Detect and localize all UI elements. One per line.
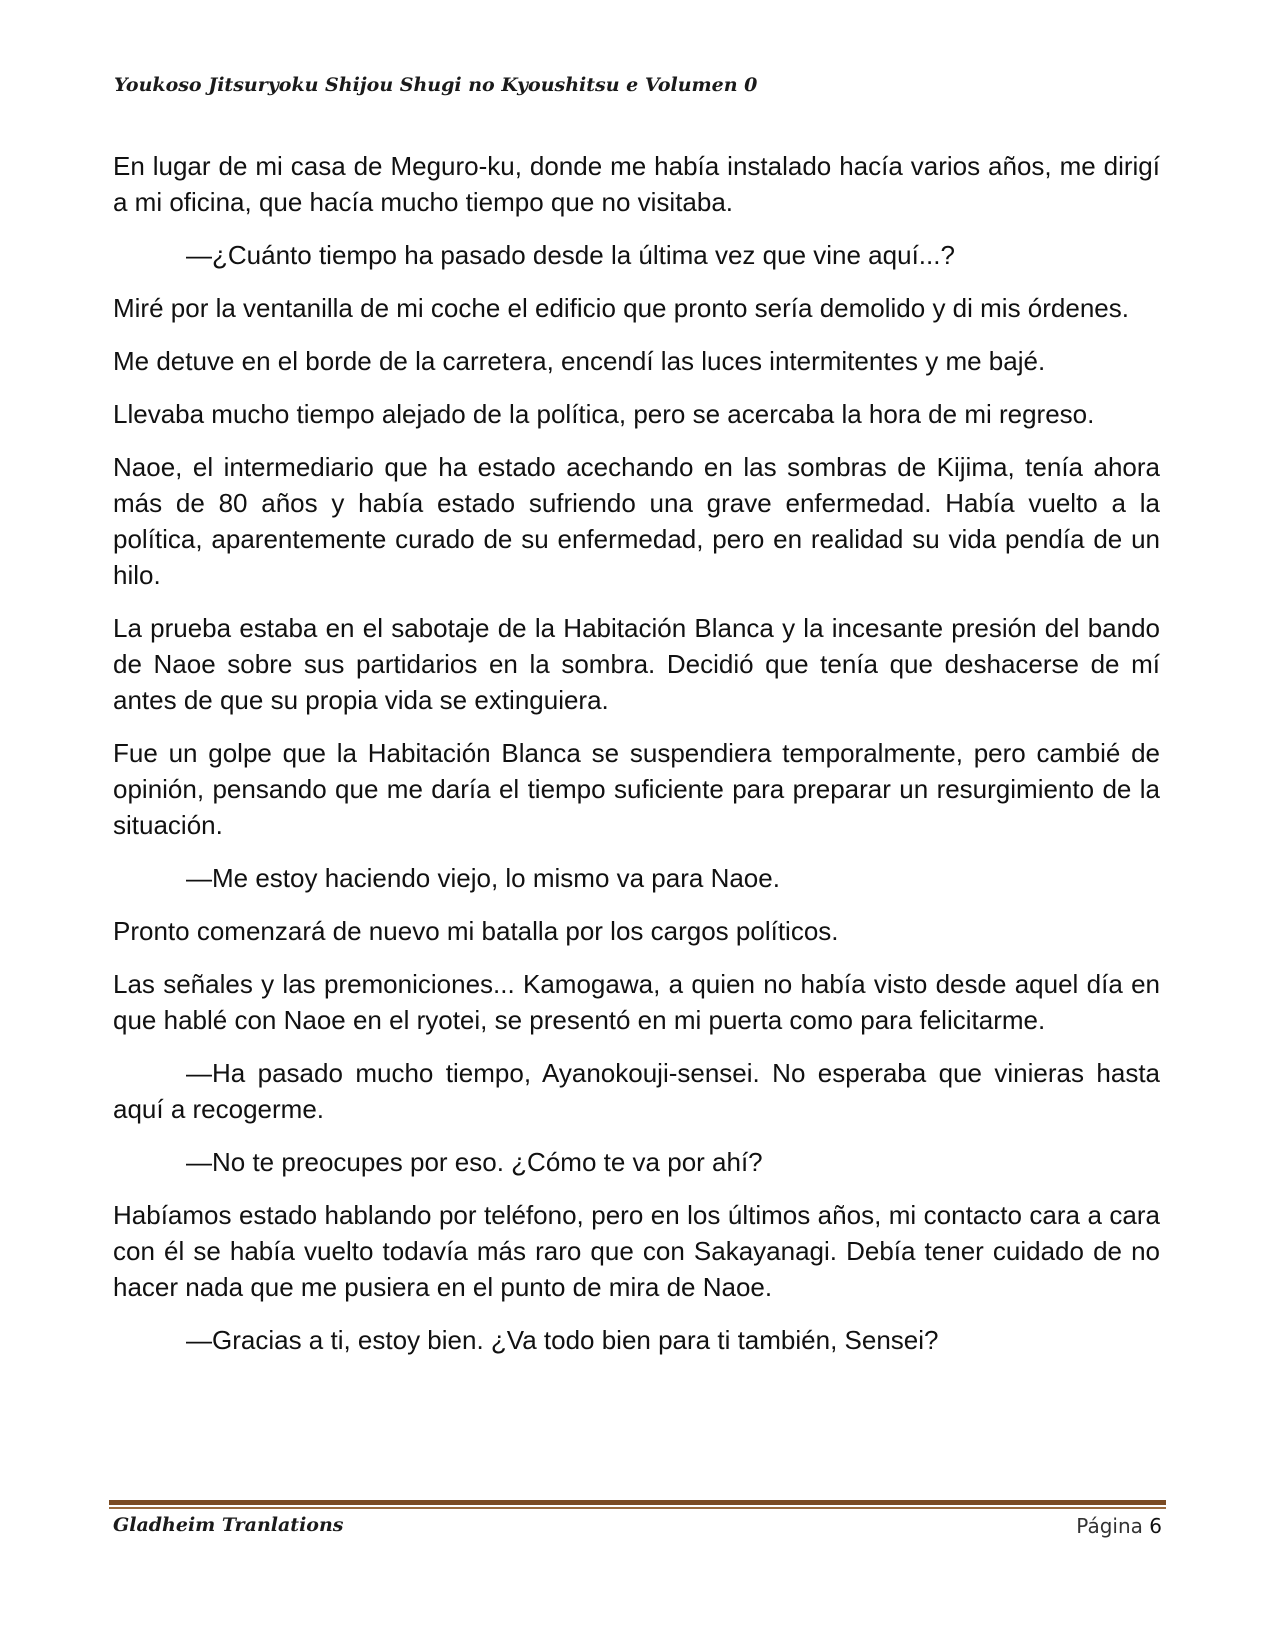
footer-credit: Gladheim Tranlations — [113, 1514, 344, 1536]
page-number-label — [1076, 1514, 1162, 1538]
paragraph: La prueba estaba en el sabotaje de la Habitación Blanca y la incesante presión del bando de Naoe sobre sus partidarios en la sombra. Decidió que tenía que deshacerse de mí antes de que su propia vida se extinguiera. — [113, 613, 1160, 715]
dialogue-paragraph: —¿Cuánto tiempo ha pasado desde la última vez que vine aquí...? — [186, 240, 955, 270]
dialogue-paragraph: —Me estoy haciendo viejo, lo mismo va para Naoe. — [186, 863, 780, 893]
paragraph: Miré por la ventanilla de mi coche el edificio que pronto sería demolido y di mis órdenes. — [113, 293, 1129, 323]
paragraph: Las señales y las premoniciones... Kamogawa, a quien no había visto desde aquel día en que hablé con Naoe en el ryotei, se presentó en mi puerta como para felicitarme. — [113, 969, 1160, 1035]
paragraph: Me detuve en el borde de la carretera, encendí las luces intermitentes y me bajé. — [113, 346, 1046, 376]
paragraph: Fue un golpe que la Habitación Blanca se suspendiera temporalmente, pero cambié de opinión, pensando que me daría el tiempo suficiente para preparar un resurgimiento de la situación. — [113, 738, 1160, 840]
dialogue-paragraph: —Gracias a ti, estoy bien. ¿Va todo bien para ti también, Sensei? — [186, 1325, 939, 1355]
dialogue-paragraph: —Ha pasado mucho tiempo, Ayanokouji-sensei. No esperaba que vinieras hasta aquí a recogerme. — [113, 1058, 1160, 1124]
page-label: Página — [1076, 1514, 1143, 1538]
paragraph: Llevaba mucho tiempo alejado de la política, pero se acercaba la hora de mi regreso. — [113, 399, 1095, 429]
paragraph: Naoe, el intermediario que ha estado acechando en las sombras de Kijima, tenía ahora más de 80 años y había estado sufriendo una grave enfermedad. Había vuelto a la política, aparentemente curado de su enfermedad, pero en realidad su vida pendía de un hilo. — [113, 452, 1160, 590]
body-text — [113, 148, 1160, 1375]
paragraph: En lugar de mi casa de Meguro-ku, donde me había instalado hacía varios años, me dirigí a mi oficina, que hacía mucho tiempo que no visitaba. — [113, 151, 1160, 217]
footer-divider-thin — [109, 1507, 1166, 1509]
paragraph: Habíamos estado hablando por teléfono, pero en los últimos años, mi contacto cara a cara con él se había vuelto todavía más raro que con Sakayanagi. Debía tener cuidado de no hacer nada que me pusiera en el punto de mira de Naoe. — [113, 1200, 1160, 1302]
running-header: Youkoso Jitsuryoku Shijou Shugi no Kyoushitsu e Volumen 0 — [114, 74, 758, 96]
dialogue-paragraph: —No te preocupes por eso. ¿Cómo te va por ahí? — [186, 1147, 763, 1177]
page-number: 6 — [1149, 1514, 1162, 1538]
paragraph: Pronto comenzará de nuevo mi batalla por los cargos políticos. — [113, 916, 839, 946]
